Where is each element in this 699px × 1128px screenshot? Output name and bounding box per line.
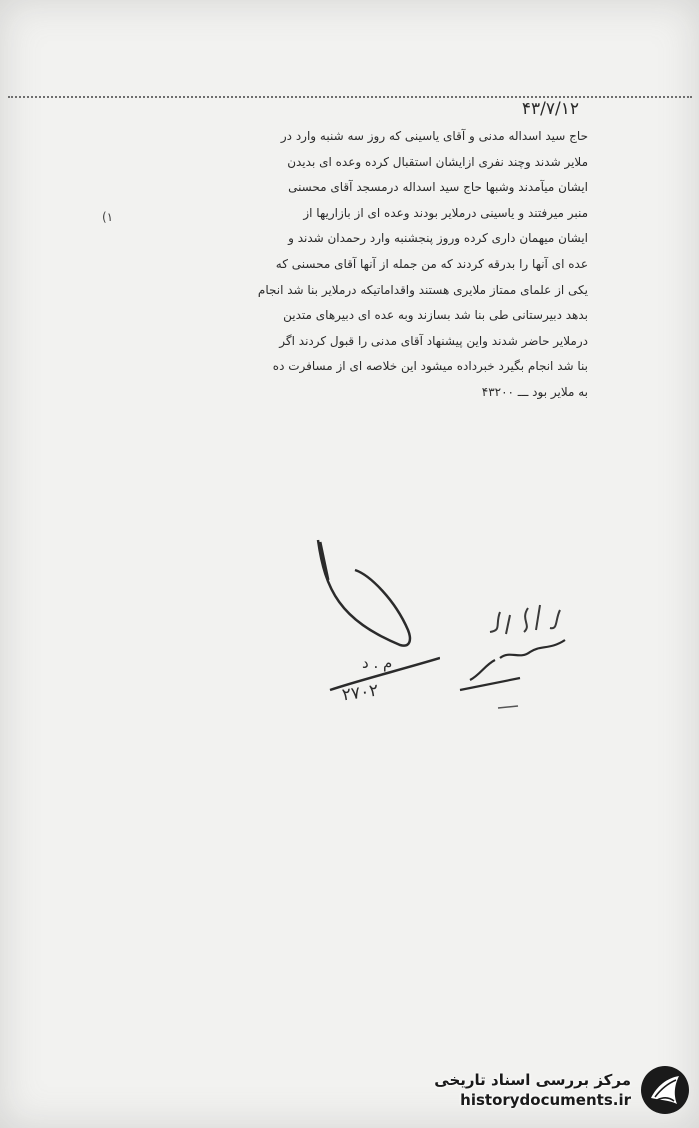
watermark-url: historydocuments.ir: [460, 1091, 631, 1109]
dotted-separator: [8, 96, 692, 98]
site-watermark: [406, 1060, 691, 1120]
text-line: ایشان میهمان داری کرده وروز پنجشنبه وارد رحمدان شدند و: [288, 231, 588, 246]
watermark-text: [434, 1071, 631, 1109]
text-line: یکی از علمای ممتاز ملایری هستند واقداماتیکه درملایر بنا شد انجام: [257, 282, 588, 297]
text-line: عده ای آنها را بدرقه کردند که من جمله از آنها آقای محسنی که: [275, 256, 588, 271]
stamp-initials: م . د: [362, 654, 393, 672]
text-line: بدهد دبیرستانی طی بنا شد بسازند وبه عده ای دبیرهای متدین: [283, 308, 588, 323]
text-line: منبر میرفتند و یاسینی درملایر بودند وعده ای از بازاریها از: [303, 205, 588, 220]
text-line: ایشان میآمدند وشبها حاج سید اسداله درمسجد آقای محسنی: [288, 180, 588, 195]
text-line: ملایر شدند وچند نفری ازایشان استقبال کرده وعده ای بدیدن: [287, 154, 588, 169]
text-line: درملایر حاضر شدند واین پیشنهاد آقای مدنی را قبول کردند اگر: [279, 333, 588, 348]
document-body: [110, 124, 588, 406]
text-line: حاج سید اسداله مدنی و آقای یاسینی که روز سه شنبه وارد در: [280, 129, 588, 143]
watermark-title: مرکز بررسی اسناد تاریخی: [434, 1071, 631, 1089]
text-line: به ملایر بود ـــ ۴۳۲۰۰: [481, 384, 588, 399]
stamp-number: ۲۷۰۲: [340, 680, 380, 706]
book-logo-icon: [639, 1064, 691, 1116]
document-date: ۴۳/۷/۱۲: [521, 99, 579, 119]
handwritten-signature: [440, 590, 580, 720]
margin-note-mark: (۱: [102, 210, 114, 224]
text-line: بنا شد انجام بگیرد خبرداده میشود این خلاصه ای از مسافرت ده: [272, 359, 588, 374]
